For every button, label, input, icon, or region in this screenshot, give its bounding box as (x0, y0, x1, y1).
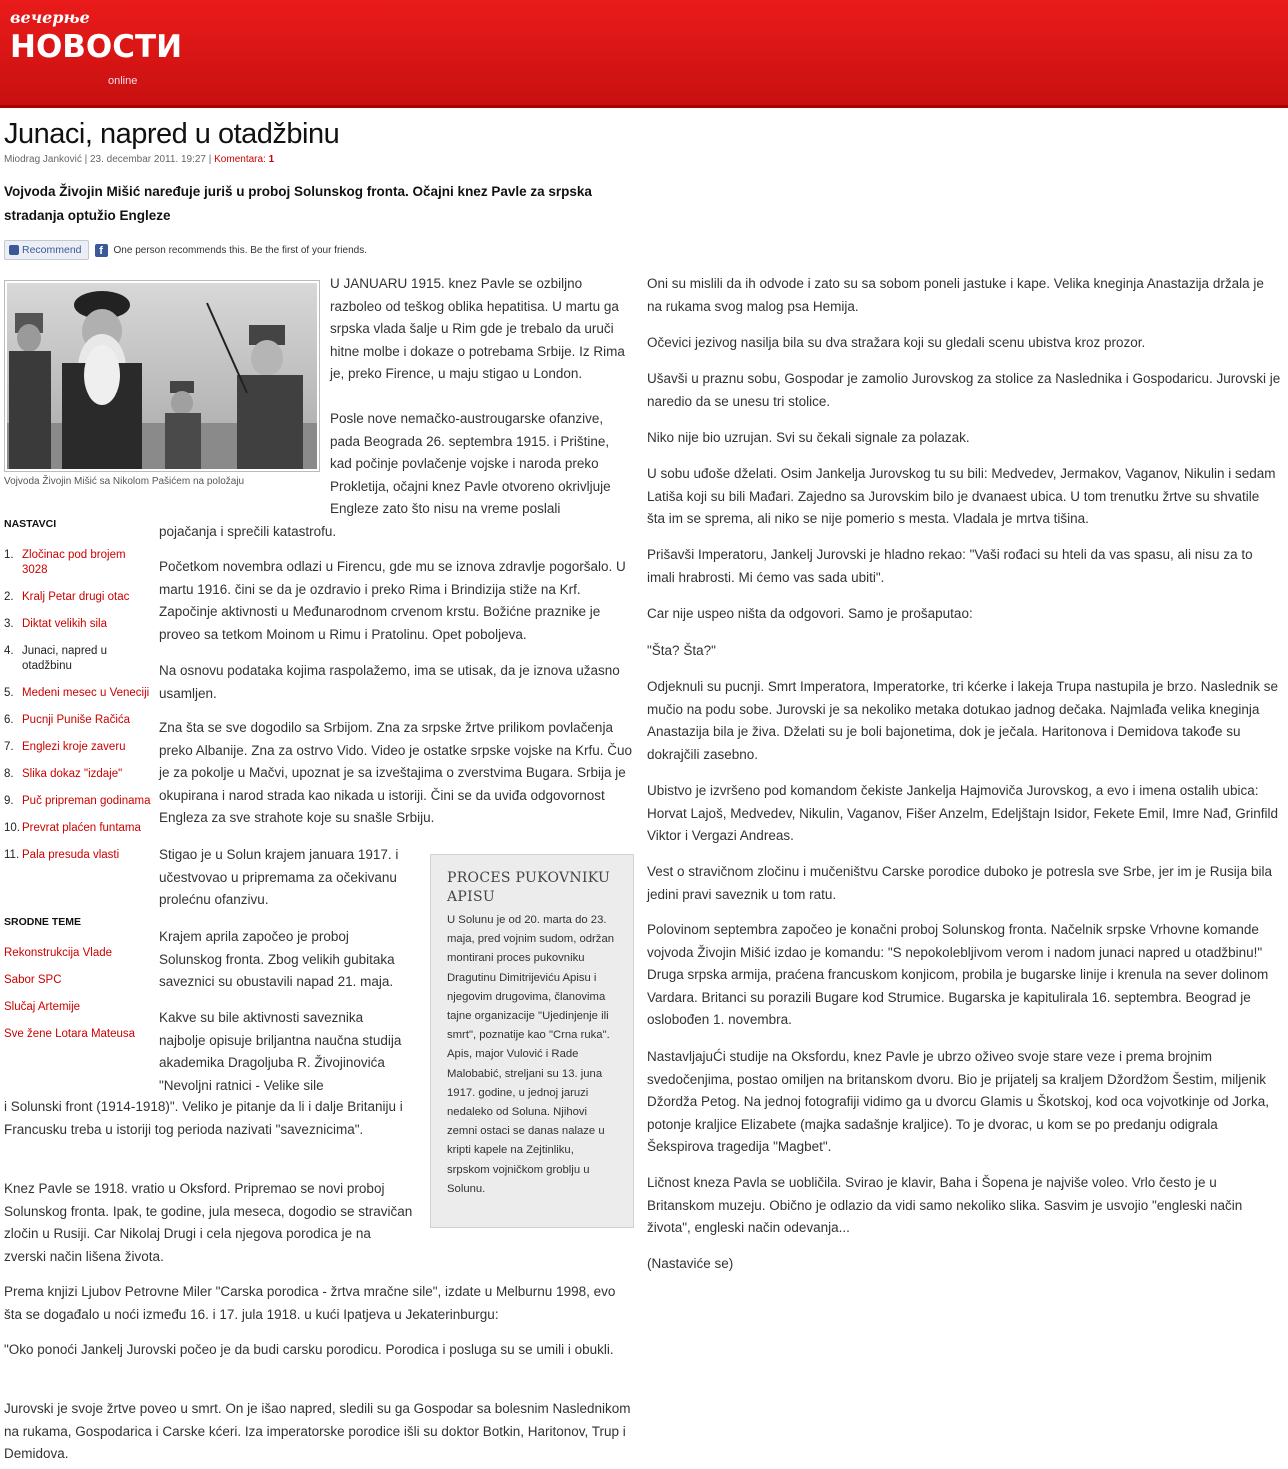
facebook-icon: f (95, 244, 108, 257)
body-paragraph: Početkom novembra odlazi u Firencu, gde mu se iznova zdravlje pogoršalo. U martu 1916. čini se da je ozdravio i preko Rima i Brindizija stiže na Krf. Započinje aktivnosti u Međunarodnom crvenom krstu. Božićne praznike je proveo sa tetkom Moinom u Rimu i Pratolinu. Opet poboljeva. (159, 559, 626, 642)
logo-main: НОВОСТИ (10, 29, 183, 65)
article-meta (4, 154, 274, 165)
series-num: 5. (4, 687, 14, 699)
series-item[interactable] (4, 821, 154, 836)
series-link[interactable]: Kralj Petar drugi otac (22, 591, 130, 603)
series-link[interactable]: Englezi kroje zaveru (22, 741, 126, 753)
body-paragraph: Ličnost kneza Pavla se uobličila. Svirao je klavir, Baha i Šopena je najviše voleo. Vrlo često je u Britanskom muzeju. Obično je odlazio da vidi samo nekoliko slika. Sasvim je usvojio "engleski način života", engleski način odevanja... (647, 1175, 1243, 1235)
photo-image (7, 283, 317, 469)
series-num: 4. (4, 645, 14, 657)
series-item[interactable] (4, 848, 154, 863)
body-paragraph: pojačanja i sprečili katastrofu. (159, 524, 337, 539)
related-link[interactable]: Slučaj Artemije (4, 1001, 81, 1013)
related-link[interactable]: Rekonstrukcija Vlade (4, 947, 113, 959)
series-link[interactable]: Slika dokaz "izdaje" (22, 768, 123, 780)
series-num: 10. (4, 822, 20, 834)
related-list (4, 946, 154, 1054)
body-paragraph: Jurovski je svoje žrtve poveo u smrt. On je išao napred, sledili su ga Gospodar sa bolesnim Naslednikom na rukama, Gospodarica i Carske kćeri. Iza imperatorske porodice išli su doktor Botkin, Haritonov, Trup i Demidova. (4, 1401, 631, 1461)
body-paragraph: "Šta? Šta?" (647, 643, 716, 658)
body-paragraph: Odjeknuli su pucnji. Smrt Imperatora, Imperatorke, tri kćerke i lakeja Trupa nastupila je brzo. Naslednik se mučio na podu sobe. Jurovski je sa nekoliko metaka dotukao jadnog dečaka. Najmlađa velika kneginja Anastazija bila je živa. Dželati su je boli bajonetima, dok je ječala. Haritonova i Demidova takođe su dokrajčili zasebno. (647, 679, 1279, 762)
series-item[interactable] (4, 794, 154, 809)
body-paragraph: Knez Pavle se 1918. vratio u Oksford. Pripremao se novi proboj Solunskog fronta. Ipak, te godine, jula meseca, dogodio se stravičan zločin u Rusiji. Car Nikolaj Drugi i cela njegova porodica je na zverski način lišena života. (4, 1181, 413, 1264)
body-paragraph: Car nije uspeo ništa da odgovori. Samo je prošaputao: (647, 606, 973, 621)
series-link[interactable]: Puč pripreman godinama (22, 795, 151, 807)
series-item[interactable] (4, 740, 154, 755)
sidebox (430, 854, 634, 1228)
series-num: 3. (4, 618, 14, 630)
recommend-label: Recommend (22, 244, 82, 256)
body-paragraph: Polovinom septembra započeo je konačni proboj Solunskog fronta. Načelnik srpske Vrhovne komande vojvoda Živojin Mišić izdao je komandu: "S nepokolebljivom verom i nadom junaci napred u otadžbinu!" Druga srpska armija, praćena francuskom konjicom, probila je bugarske linije i krenula na sever dolinom Vardara. Britanci su porazili Bugare kod Strumice. Bugarska je kapitulirala 16. septembra. Beograd je oslobođen 1. novembra. (647, 922, 1269, 1027)
series-num: 7. (4, 741, 14, 753)
series-item[interactable] (4, 767, 154, 782)
series-num: 9. (4, 795, 14, 807)
thumbs-up-icon (9, 245, 19, 255)
body-paragraph: Posle nove nemačko-austrougarske ofanzive, pada Beograda 26. septembra 1915. i Prištine, kad počinje povlačenje vojske i naroda preko Prokletija, očajni knez Pavle otvoreno okrivljuje Engleze zato što nisu na vreme poslali (330, 411, 611, 516)
series-link[interactable]: Pala presuda vlasti (22, 849, 120, 861)
photo-caption: Vojvoda Živojin Mišić sa Nikolom Pašićem na položaju (4, 476, 245, 487)
body-paragraph: Vest o stravičnom zločinu i mučeništvu Carske porodice duboko je potresla sve Srbe, jer im je Rusija bila jedini pravi saveznik u tom ratu. (647, 864, 1273, 902)
series-item[interactable] (4, 686, 154, 701)
comments-link[interactable]: Komentara: (214, 154, 266, 165)
body-paragraph: Krajem aprila započeo je proboj Solunskog fronta. Zbog velikih gubitaka saveznici su obustavili napad 21. maja. (159, 929, 395, 989)
body-paragraph: i Solunski front (1914-1918)". Veliko je pitanje da li i dalje Britaniju i Francusku treba u istoriji tog perioda nazivati "saveznicima". (4, 1099, 403, 1137)
article-author: Miodrag Janković (4, 154, 82, 165)
body-paragraph: "Oko ponoći Jankelj Jurovski počeo je da budi carsku porodicu. Porodica i posluga su se umili i obukli. (4, 1342, 614, 1357)
series-item[interactable] (4, 617, 154, 632)
facebook-widget (4, 239, 367, 261)
series-num: 2. (4, 591, 14, 603)
body-paragraph: Očevici jezivog nasilja bila su dva stražara koji su gledali scenu ubistva kroz prozor. (647, 335, 1146, 350)
series-link[interactable]: Pucnji Puniše Račića (22, 714, 131, 726)
facebook-text: One person recommends this. Be the first of your friends. (113, 244, 367, 256)
body-paragraph: Ubistvo je izvršeno pod komandom čekiste Jankelja Hajmoviča Jurovskog, a evo i imena ostalih ubica: Horvat Lajoš, Medvedev, Nikulin, Vaganov, Fišer Anzelm, Edeljštajn Isidor, Fekete Emil, Imre Nađ, Grinfild Viktor i Vergazi Andreas. (647, 783, 1279, 843)
series-num: 11. (4, 849, 20, 861)
body-paragraph: Ušavši u praznu sobu, Gospodar je zamolio Jurovskog za stolice za Naslednika i Gospodaricu. Jurovski je naredio da se unesu tri stolice. (647, 371, 1281, 409)
article-date: | 23. decembar 2011. 19:27 | (84, 154, 212, 165)
series-link[interactable]: Zločinac pod brojem 3028 (22, 549, 126, 576)
article-title: Junaci, napred u otadžbinu (4, 118, 340, 150)
body-paragraph: Stigao je u Solun krajem januara 1917. i učestvovao u pripremama za očekivanu prolećnu ofanzivu. (159, 847, 399, 907)
article-lead: Vojvoda Živojin Mišić naređuje juriš u proboj Solunskog fronta. Očajni knez Pavle za srpska stradanja optužio Engleze (4, 184, 592, 223)
body-paragraph: U JANUARU 1915. knez Pavle se ozbiljno razboleo od teškog oblika hepatitisa. U martu ga srpska vlada šalje u Rim gde je trebalo da uruči hitne molbe i dokaze o potrebama Srbije. Iz Rima je, preko Firence, u maju stigao u London. (330, 276, 625, 381)
related-heading: SRODNE TEME (4, 916, 82, 928)
body-paragraph: (Nastaviće se) (647, 1256, 734, 1271)
series-link[interactable]: Prevrat plaćen funtama (22, 822, 141, 834)
body-paragraph: Prišavši Imperatoru, Jankelj Jurovski je hladno rekao: "Vaši rođaci su hteli da vas spasu, ali nisu za to imali hrabrosti. Mi ćemo vas sada ubiti". (647, 547, 1253, 585)
sidebox-text: U Solunu je od 20. marta do 23. maja, pred vojnim sudom, održan montirani proces pukovniku Dragutinu Dimitrijeviću Apisu i njegovim drugovima, članovima tajne organizacije "Ujedinjenje ili smrt", poznatije kao "Crna ruka". Apis, major Vulović i Rade Malobabić, streljani su 13. juna 1917. godine, u jednoj jaruzi nedaleko od Soluna. Njihovi zemni ostaci se danas nalaze u kripti kapele na Zejtinliku, srpskom vojničkom groblju u Solunu. (447, 914, 615, 1195)
body-paragraph: Zna šta se sve dogodilo sa Srbijom. Zna za srpske žrtve prilikom povlačenja preko Albanije. Zna za ostrvo Vido. Video je ostatke srpske vojske na Krfu. Čuo je za pokolje u Mačvi, upoznat je sa izveštajima o zverstvima Bugara. Srbija je okupirana i narod strada kao nikada u istoriji. Čini se da uviđa odgovornost Engleza za sve strahote koje su snašle Srbiju. (159, 720, 633, 825)
series-heading: NASTAVCI (4, 518, 57, 530)
sidebox-title: PROCES PUKOVNIKU APISU (447, 870, 611, 905)
series-item[interactable] (4, 713, 154, 728)
body-paragraph: Niko nije bio uzrujan. Svi su čekali signale za polazak. (647, 430, 970, 445)
site-header (0, 0, 1288, 108)
logo-sub: online (108, 75, 138, 87)
site-logo[interactable] (10, 8, 183, 87)
series-item[interactable] (4, 590, 154, 605)
article-photo[interactable] (4, 280, 320, 472)
body-paragraph: Oni su mislili da ih odvode i zato su sa sobom poneli jastuke i kape. Velika kneginja Anastazija držala je na rukama svog malog psa Hemija. (647, 276, 1264, 314)
body-paragraph: Na osnovu podataka kojima raspolažemo, ima se utisak, da je iznova užasno usamljen. (159, 663, 620, 701)
series-num: 6. (4, 714, 14, 726)
related-link[interactable]: Sabor SPC (4, 974, 62, 986)
recommend-button[interactable] (4, 240, 89, 260)
comments-count[interactable]: 1 (268, 154, 275, 165)
logo-top: вечерње (10, 8, 90, 27)
series-item-current (4, 644, 154, 674)
body-paragraph: U sobu uđoše dželati. Osim Jankelja Jurovskog tu su bili: Medvedev, Jermakov, Vaganov, Nikulin i sedam Latiša koji su bili Mađari. Zajedno sa Jurovskim bilo je dvanaest ubica. U tom trenutku žrtve su shvatile šta im se sprema, ali niko se nije pomerio s mesta. Vladala je mrtva tišina. (647, 466, 1276, 526)
series-list (4, 548, 154, 875)
related-link[interactable]: Sve žene Lotara Mateusa (4, 1028, 136, 1040)
series-num: 1. (4, 549, 14, 561)
series-item[interactable] (4, 548, 154, 578)
series-link[interactable]: Medeni mesec u Veneciji (22, 687, 150, 699)
body-paragraph: Kakve su bile aktivnosti saveznika najbolje opisuje briljantna naučna studija akademika Dragoljuba R. Živojinovića "Nevoljni ratnici - Velike sile (159, 1010, 402, 1093)
series-num: 8. (4, 768, 14, 780)
series-current-label: Junaci, napred u otadžbinu (22, 645, 108, 672)
series-link[interactable]: Diktat velikih sila (22, 618, 107, 630)
body-paragraph: NastavljajuĆi studije na Oksfordu, knez Pavle je ubrzo oživeo svoje stare veze i prema brojnim svedočenjima, postao omiljen na britanskom dvoru. Bio je prijatelj sa kraljem Džordžom Šestim, miljenik Džordža Petog. Na jednoj fotografiji vidimo ga u dvorcu Glamis u Škotskoj, kod oca vojvotkinje od Jorka, potonje kraljice Elizabete (majka sadašnje kraljice). To je dvorac, u kom se po predanju odigrala Šekspirova tragedija "Magbet". (647, 1049, 1270, 1154)
body-paragraph: Prema knjizi Ljubov Petrovne Miler "Carska porodica - žrtva mračne sile", izdate u Melburnu 1998, evo šta se događalo u noći između 16. i 17. jula 1918. u kući Ipatjeva u Jekaterinburgu: (4, 1284, 616, 1322)
